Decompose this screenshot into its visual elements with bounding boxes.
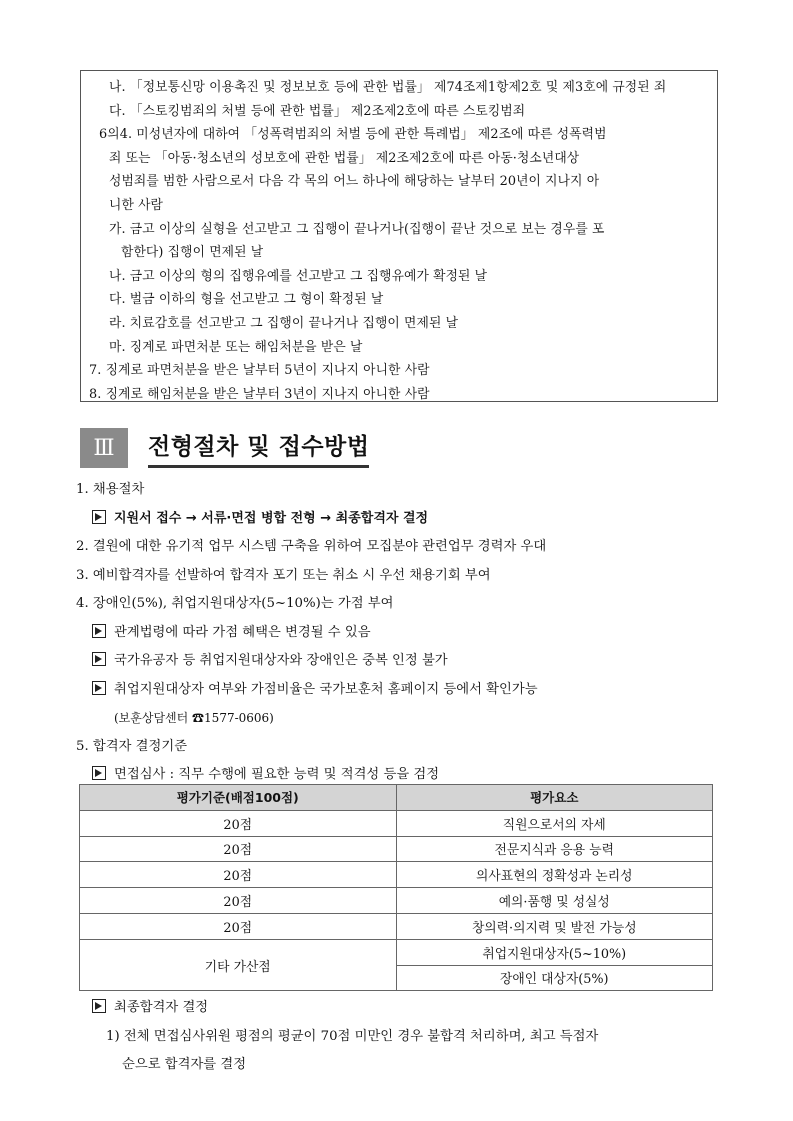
final-para-line-2: 순으로 합격자를 결정 [122,1057,247,1072]
item-4-note-c: 취업지원대상자 여부와 가점비율은 국가보훈처 홈페이지 등에서 확인가능 [76,676,716,705]
table-cell: 20점 [80,862,397,888]
final-para-line-1: 1) 전체 면접심사위원 평점의 평균이 70점 미만인 경우 불합격 처리하며, 최고 득점자 [106,1028,599,1044]
arrow-box-icon [92,681,106,695]
arrow-box-icon [92,999,106,1013]
box-line: 다. 「스토킹범죄의 처벌 등에 관한 법률」 제2조제2호에 따른 스토킹범죄 [109,103,526,119]
item-4-note-b: 국가유공자 등 취업지원대상자와 장애인은 중복 인정 불가 [76,647,716,676]
item-4: 4. 장애인(5%), 취업지원대상자(5~10%)는 가점 부여 [76,596,394,611]
item-2: 2. 결원에 대한 유기적 업무 시스템 구축을 위하여 모집분야 관련업무 경력자 우대 [76,539,547,554]
arrow-box-icon [92,652,106,666]
box-line: 7. 징계로 파면처분을 받은 날부터 5년이 지나지 아니한 사람 [89,363,430,379]
box-line: 함한다) 집행이 면제된 날 [121,245,264,261]
table-cell: 20점 [80,888,397,914]
box-line: 다. 벌금 이하의 형을 선고받고 그 형이 확정된 날 [109,292,384,308]
box-line: 죄 또는 「아동·청소년의 성보호에 관한 법률」 제2조제2호에 따른 아동·청소년대상 [109,150,580,166]
table-header: 평가요소 [396,785,713,811]
box-line: 라. 치료감호를 선고받고 그 집행이 끝나거나 집행이 면제된 날 [109,315,459,331]
arrow-box-icon [92,624,106,638]
procedure-content [76,476,716,790]
box-line: 나. 금고 이상의 형의 집행유예를 선고받고 그 집행유예가 확정된 날 [109,268,488,284]
table-cell: 장애인 대상자(5%) [396,965,713,991]
box-line: 가. 금고 이상의 실형을 선고받고 그 집행이 끝나거나(집행이 끝난 것으로 보는 경우를 포 [109,221,605,237]
table-row [80,810,713,836]
hotline: (보훈상담센터 ☎1577-0606) [114,711,274,725]
box-line: 니한 사람 [109,197,164,213]
table-cell: 의사표현의 정확성과 논리성 [396,862,713,888]
table-cell: 창의력·의지력 및 발전 가능성 [396,913,713,939]
final-heading: 최종합격자 결정 [76,994,716,1023]
table-cell: 취업지원대상자(5~10%) [396,939,713,965]
arrow-box-icon [92,766,106,780]
item-5-note: 면접심사 : 직무 수행에 필요한 능력 및 적격성 등을 검정 [76,761,716,790]
table-header-row [80,785,713,811]
table-cell: 20점 [80,810,397,836]
item-3: 3. 예비합격자를 선발하여 합격자 포기 또는 취소 시 우선 채용기회 부여 [76,567,491,583]
section-header [80,426,369,470]
box-line: 나. 「정보통신망 이용촉진 및 정보보호 등에 관한 법률」 제74조제1항제2호 및 제3호에 규정된 죄 [109,80,667,95]
table-row [80,862,713,888]
item-4-note-a: 관계법령에 따라 가점 혜택은 변경될 수 있음 [76,619,716,648]
item-5: 5. 합격자 결정기준 [76,738,188,754]
section-title: 전형절차 및 접수방법 [148,428,369,468]
table-row [80,939,713,965]
table-cell: 전문지식과 응용 능력 [396,836,713,862]
table-row [80,836,713,862]
box-line: 6의4. 미성년자에 대하여 「성폭력범죄의 처벌 등에 관한 특례법」 제2조에 따른 성폭력범 [99,127,607,143]
table-cell: 20점 [80,913,397,939]
box-line: 마. 징계로 파면처분 또는 해임처분을 받은 날 [109,339,363,355]
box-line: 성범죄를 범한 사람으로서 다음 각 목의 어느 하나에 해당하는 날부터 20년이 지나지 아 [109,174,600,190]
table-row [80,913,713,939]
table-row [80,888,713,914]
table-cell-extra-label: 기타 가산점 [80,939,397,991]
box-line: 8. 징계로 해임처분을 받은 날부터 3년이 지나지 아니한 사람 [89,386,430,402]
item-1: 1. 채용절차 [76,482,145,497]
final-decision [76,994,716,1080]
table-cell: 20점 [80,836,397,862]
table-cell: 예의·품행 및 성실성 [396,888,713,914]
table-header: 평가기준(배점100점) [80,785,397,811]
eligibility-box [80,70,718,402]
table-cell: 직원으로서의 자세 [396,810,713,836]
arrow-box-icon [92,510,106,524]
item-1-process: 지원서 접수 → 서류·면접 병합 전형 → 최종합격자 결정 [76,505,716,534]
section-number: Ⅲ [80,428,128,468]
evaluation-table [79,784,713,991]
